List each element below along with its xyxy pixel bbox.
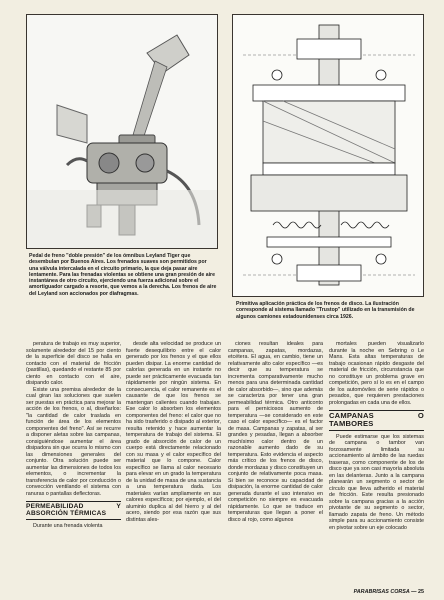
text-column-1 — [26, 341, 121, 591]
section-heading-campanas: CAMPANAS O TAMBORES — [329, 410, 424, 431]
magazine-name: PARABRISAS CORSA — [353, 589, 410, 595]
text-column-4 — [329, 341, 424, 591]
text-column-2 — [126, 341, 221, 591]
paragraph: Durante una frenada violenta — [33, 522, 103, 529]
page-footer — [329, 589, 424, 595]
disc-brake-figure — [232, 14, 424, 297]
figure-caption-right: Primitiva aplicación práctica de los frenos de disco. La ilustración corresponde al sistema llamado "Trustop" utilizado en la transmisión de algunos camiones estadounidenses circa 1926. — [236, 301, 415, 320]
paragraph: mortales pueden visualizarlo durante la noche en Sebring o Le Mans. Esta altas temperaturas de trabajo ocasionan rápido desgaste del material de fricción, circunstancia que no constituye un problema grave en competición, pero sí lo es en el campo de los automóviles de serie rápidos o pesados, que requieren prestaciones prolongadas en cada una de ellos. — [329, 341, 424, 406]
text-column-3 — [228, 341, 323, 591]
footer-separator: — — [409, 589, 418, 595]
figure-caption-left: Pedal de freno "doble presión" de los ómnibus Leyland Tiger que desembulan por Buenos Aires. Los frenados suaves son permitidos por una válvula intercalada en el circuito primario, la que deja pasar aire lentamente. Para las frenadas violentas se obtiene una gran presión de aire instantánea de otro circuito, ejerciendo una fuerza adicional sobre el amortiguador cargado a resorte, que vemos a la derecha. Los frenos de aire del Leyland son accionados por diafragmas. — [29, 253, 217, 297]
section-heading-permeabilidad: PERMEABILIDAD Y ABSORCIÓN TÉRMICAS — [26, 501, 121, 520]
brake-pedal-illustration — [27, 15, 218, 249]
paragraph: ciones resultan ideales para campanas, zapatas, mordazas, etcétera. El agua, en cambio, tiene un relativamente alto calor específico —es decir que su temperatura se incrementa comparativamente mucho menos para una determinada cantidad de calor absorbido—, sino que además se caracteriza por tener una gran permeabilidad térmica. Otro anticonto para el perniciosos aumento de temperatura —se considerado en este caso el calor específico— es el factor de masa. Campanas y zapatas, al ser grandes y pesadas, llegan a absorber muchísimo calor dentro de un razonable aumento dado de su temperatura. Esto evidencia el aspecto más crítico de los frenos de disco, donde mordazas y disco constituyen un conjunto de relativamente poca masa. Si bien se reconoce su capacidad de disipación, la enorme cantidad de calor generada durante el uso intensivo en competición no siempre es evacuada rápidamente. Lo que se traduce en temperaturas que llegan a poner el disco al rojo, como algunos — [228, 341, 323, 523]
paragraph: Existe una premisa alrededor de la cual giran las soluciones que suelen ser puestas en práctica para mejorar la acción de los frenos, o al, diseñarlos: "la cantidad de calor traslada en función de área de los elementos componentes del freno". Así se recurre a disponer aletas sobre las campanas, consiguiéndose aumentar el área disipadora sin que ocurra lo mismo con las dimensiones generales del conjunto. Otra solución puede ser aumentar las dimensiones de todos los elementos, o incrementar la transferencia de calor por conducción o convección ventilando el sistema con ranuras o pantallas deflectoras. — [26, 386, 121, 497]
paragraph: desde alta velocidad se produce un fuerte desequilibrio entre el calor generado por los frenos y el que ellos pueden disipar. La enorme cantidad de calorías generada en un instante no puede ser prácticamente evacuada tan rápidamente por ningún sistema. En consecuencia, el calor remanente es el causante de que los frenos se mantengan calientes cuando trabajan. Ese calor lo absorben los elementos componentes del freno: el calor que no ha sido trasferido o disipado al exterior, resulta retenido y hace aumentar la temperatura de trabajo del sistema. El grado de absorción de calor de un cuerpo está directamente relacionado con su masa y el calor específico del material que lo compone. Calor específico se llama al calor necesario para elevar en un grado la temperatura de la unidad de masa de una sustancia a una temperatura dada. Los materiales varían ampliamente en sus calores específicos; por ejemplo, el del aluminio duplica al del hierro y al del acero, siendo por esa razón que sus distintas ales- — [126, 341, 221, 523]
paragraph: peratura de trabajo es muy superior, solamente alrededor del 15 por ciento de la superficie del disco se halla en contacto con el material de fricción (pastillas), quedando el restante 85 por ciento en contacto con el aire, disipando calor. — [26, 341, 121, 386]
disc-brake-diagram — [233, 15, 424, 297]
brake-pedal-figure — [26, 14, 218, 249]
page-number: 25 — [418, 589, 424, 595]
paragraph: Puede estimarse que los sistemas de campana o tambor van forzosamente limitada su accionamiento al ámbito de las ruedas traseras, como componente de los de disco que ya son casi mayoría absoluta en las delanteras. Junto a la campana planearán un segmento o sector de círculo que lleva adherido el material de fricción. Este resulta presionado sobre la campana gracias a la acción pivotante de su segmento o sector, llamado zapata de freno. Un método simple para su accionamiento consiste en pivotar sobre un eje colocado — [329, 433, 424, 531]
